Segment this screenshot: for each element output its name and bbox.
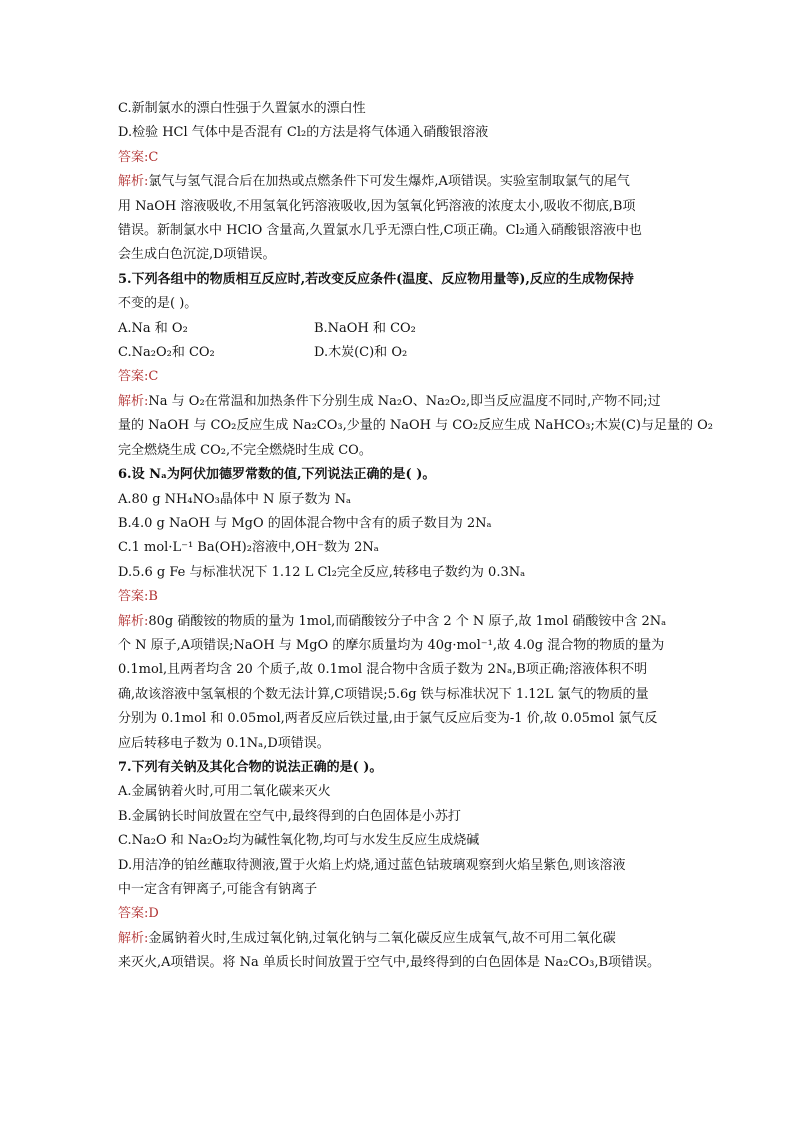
explanation-line: 用 NaOH 溶液吸收,不用氢氧化钙溶液吸收,因为氢氧化钙溶液的浓度太小,吸收不彻底,B项 [118, 198, 636, 214]
explanation-line: 分别为 0.1mol 和 0.05mol,两者反应后铁过量,由于氯气反应后变为-1 价,故 0.05mol 氯气反 [118, 711, 658, 727]
option-d: D.木炭(C)和 O₂ [314, 345, 408, 361]
answer-line: 答案:C [118, 369, 159, 385]
question-5-options-row [118, 317, 688, 341]
explanation-line: 量的 NaOH 与 CO₂反应生成 Na₂CO₃,少量的 NaOH 与 CO₂反应生成 NaHCO₃;木炭(C)与足量的 O₂ [118, 418, 713, 434]
option-c: C.Na₂O₂和 CO₂ [118, 345, 215, 361]
option-d-cont: 中一定含有钾离子,可能含有钠离子 [118, 882, 318, 897]
option-b: B.金属钠长时间放置在空气中,最终得到的白色固体是小苏打 [118, 808, 461, 824]
explanation-prefix: 解析: [118, 930, 149, 946]
option-a: A.Na 和 O₂ [118, 320, 188, 336]
explanation-line: 应后转移电子数为 0.1Nₐ,D项错误。 [118, 735, 330, 751]
option-d: D.5.6 g Fe 与标准状况下 1.12 L Cl₂完全反应,转移电子数约为 0.3Nₐ [118, 564, 526, 580]
explanation-line: 0.1mol,且两者均含 20 个质子,故 0.1mol 混合物中含质子数为 2Nₐ,B项正确;溶液体积不明 [118, 662, 648, 678]
explanation-line: 来灭火,A项错误。将 Na 单质长时间放置于空气中,最终得到的白色固体是 Na₂CO₃,B项错误。 [118, 955, 661, 971]
option-d: D.用洁净的铂丝蘸取待测液,置于火焰上灼烧,通过蓝色钴玻璃观察到火焰呈紫色,则该溶液 [118, 857, 626, 873]
question-5-stem-cont: 不变的是( )。 [118, 296, 198, 312]
option-a: A.80 g NH₄NO₃晶体中 N 原子数为 Nₐ [118, 491, 351, 507]
option-b: B.4.0 g NaOH 与 MgO 的固体混合物中含有的质子数目为 2Nₐ [118, 515, 492, 531]
option-c: C.新制氯水的漂白性强于久置氯水的漂白性 [118, 101, 366, 116]
explanation-line: 个 N 原子,A项错误;NaOH 与 MgO 的摩尔质量均为 40g·mol⁻¹,故 4.0g 混合物的物质的量为 [118, 637, 665, 653]
explanation-line: 解析:Na 与 O₂在常温和加热条件下分别生成 Na₂O、Na₂O₂,即当反应温度不同时,产物不同;过 [118, 393, 661, 409]
explanation-line: 解析:80g 硝酸铵的物质的量为 1mol,而硝酸铵分子中含 2 个 N 原子,故 1mol 硝酸铵中含 2Nₐ [118, 613, 667, 629]
option-c: C.Na₂O 和 Na₂O₂均为碱性氧化物,均可与水发生反应生成烧碱 [118, 833, 480, 849]
answer-line: 答案:C [118, 149, 159, 165]
question-7-stem: 7.下列有关钠及其化合物的说法正确的是( )。 [118, 759, 383, 775]
document-page [118, 97, 713, 976]
explanation-prefix: 解析: [118, 174, 149, 190]
explanation-line: 错误。新制氯水中 HClO 含量高,久置氯水几乎无漂白性,C项正确。Cl₂通入硝酸银溶液中也 [118, 223, 642, 239]
option-b: B.NaOH 和 CO₂ [314, 320, 416, 336]
explanation-line: 确,故该溶液中氢氧根的个数无法计算,C项错误;5.6g 铁与标准状况下 1.12L 氯气的物质的量 [118, 686, 649, 702]
question-5-options-row [118, 341, 688, 365]
option-d: D.检验 HCl 气体中是否混有 Cl₂的方法是将气体通入硝酸银溶液 [118, 125, 489, 141]
option-c: C.1 mol·L⁻¹ Ba(OH)₂溶液中,OH⁻数为 2Nₐ [118, 540, 379, 556]
explanation-line: 解析:氯气与氢气混合后在加热或点燃条件下可发生爆炸,A项错误。实验室制取氯气的尾气 [118, 174, 630, 190]
question-6-stem: 6.设 Nₐ为阿伏加德罗常数的值,下列说法正确的是( )。 [118, 467, 436, 483]
answer-line: 答案:D [118, 906, 159, 922]
answer-line: 答案:B [118, 589, 158, 605]
explanation-line: 完全燃烧生成 CO₂,不完全燃烧时生成 CO。 [118, 442, 372, 458]
explanation-prefix: 解析: [118, 613, 149, 629]
explanation-line: 会生成白色沉淀,D项错误。 [118, 247, 276, 263]
option-a: A.金属钠着火时,可用二氧化碳来灭火 [118, 784, 331, 800]
explanation-prefix: 解析: [118, 393, 149, 409]
question-5-stem: 5.下列各组中的物质相互反应时,若改变反应条件(温度、反应物用量等),反应的生成物保持 [118, 271, 634, 287]
explanation-line: 解析:金属钠着火时,生成过氧化钠,过氧化钠与二氧化碳反应生成氧气,故不可用二氧化碳 [118, 930, 616, 946]
